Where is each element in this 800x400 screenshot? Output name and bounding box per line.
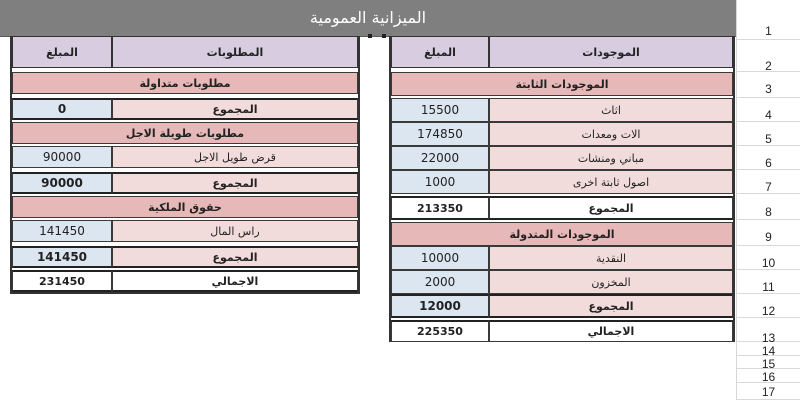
row-number[interactable]: 4 [737, 98, 800, 122]
current-asset-value[interactable]: 10000 [391, 246, 489, 270]
liabilities-label-header[interactable]: المطلوبات [112, 36, 358, 68]
longterm-liabilities-section[interactable]: مطلوبات طويلة الاجل [12, 122, 358, 144]
liabilities-amount-header[interactable]: المبلغ [12, 36, 112, 68]
current-asset-label[interactable]: النقدية [489, 246, 733, 270]
fixed-asset-value[interactable]: 22000 [391, 146, 489, 170]
row-number[interactable]: 2 [737, 40, 800, 72]
equity-total-value[interactable]: 141450 [12, 246, 112, 268]
row-number[interactable]: 11 [737, 270, 800, 294]
current-asset-label[interactable]: المخزون [489, 270, 733, 294]
row-number[interactable]: 3 [737, 72, 800, 98]
current-assets-total-value[interactable]: 12000 [391, 294, 489, 318]
row-number[interactable]: 14 [737, 342, 800, 356]
fixed-asset-label[interactable]: الات ومعدات [489, 122, 733, 146]
fixed-asset-label[interactable]: اصول ثابتة اخرى [489, 170, 733, 194]
row-number[interactable]: 13 [737, 318, 800, 342]
row-number[interactable]: 17 [737, 383, 800, 400]
assets-grand-total-value[interactable]: 225350 [391, 320, 489, 342]
fixed-assets-total-value[interactable]: 213350 [391, 196, 489, 220]
assets-amount-header[interactable]: المبلغ [391, 36, 489, 68]
current-liabilities-section[interactable]: مطلوبات متداولة [12, 72, 358, 94]
sheet-title[interactable]: الميزانية العمومية [309, 8, 427, 27]
assets-label-header[interactable]: الموجودات [489, 36, 733, 68]
row-number[interactable]: 12 [737, 294, 800, 318]
row-number[interactable]: 16 [737, 369, 800, 383]
liabilities-grand-total-label[interactable]: الاجمالي [112, 270, 358, 292]
row-number[interactable]: 1 [737, 0, 800, 40]
assets-grand-total-label[interactable]: الاجمالي [489, 320, 733, 342]
equity-section[interactable]: حقوق الملكية [12, 196, 358, 218]
fixed-asset-value[interactable]: 174850 [391, 122, 489, 146]
row-number[interactable]: 15 [737, 356, 800, 369]
equity-total-label[interactable]: المجموع [112, 246, 358, 268]
row-number[interactable]: 8 [737, 194, 800, 220]
current-asset-value[interactable]: 2000 [391, 270, 489, 294]
current-assets-section[interactable]: الموجودات المتدولة [391, 222, 733, 246]
longterm-loan-label[interactable]: قرض طويل الاجل [112, 146, 358, 168]
longterm-liabilities-total-value[interactable]: 90000 [12, 172, 112, 194]
row-number[interactable]: 6 [737, 146, 800, 170]
row-number[interactable]: 7 [737, 170, 800, 194]
current-assets-total-label[interactable]: المجموع [489, 294, 733, 318]
fixed-asset-label[interactable]: مباني ومنشات [489, 146, 733, 170]
fixed-assets-total-label[interactable]: المجموع [489, 196, 733, 220]
row-number[interactable]: 9 [737, 220, 800, 246]
fixed-asset-value[interactable]: 15500 [391, 98, 489, 122]
title-band [0, 0, 736, 37]
liabilities-grand-total-value[interactable]: 231450 [12, 270, 112, 292]
row-number[interactable]: 10 [737, 246, 800, 270]
fixed-assets-section[interactable]: الموجودات الثابتة [391, 72, 733, 96]
current-liabilities-total-label[interactable]: المجموع [112, 98, 358, 120]
capital-value[interactable]: 141450 [12, 220, 112, 242]
fixed-asset-label[interactable]: اثاث [489, 98, 733, 122]
cell-anchor-mark [368, 34, 372, 38]
row-number[interactable]: 5 [737, 122, 800, 146]
capital-label[interactable]: راس المال [112, 220, 358, 242]
current-liabilities-total-value[interactable]: 0 [12, 98, 112, 120]
longterm-liabilities-total-label[interactable]: المجموع [112, 172, 358, 194]
cell-anchor-mark [382, 34, 386, 38]
longterm-loan-value[interactable]: 90000 [12, 146, 112, 168]
fixed-asset-value[interactable]: 1000 [391, 170, 489, 194]
